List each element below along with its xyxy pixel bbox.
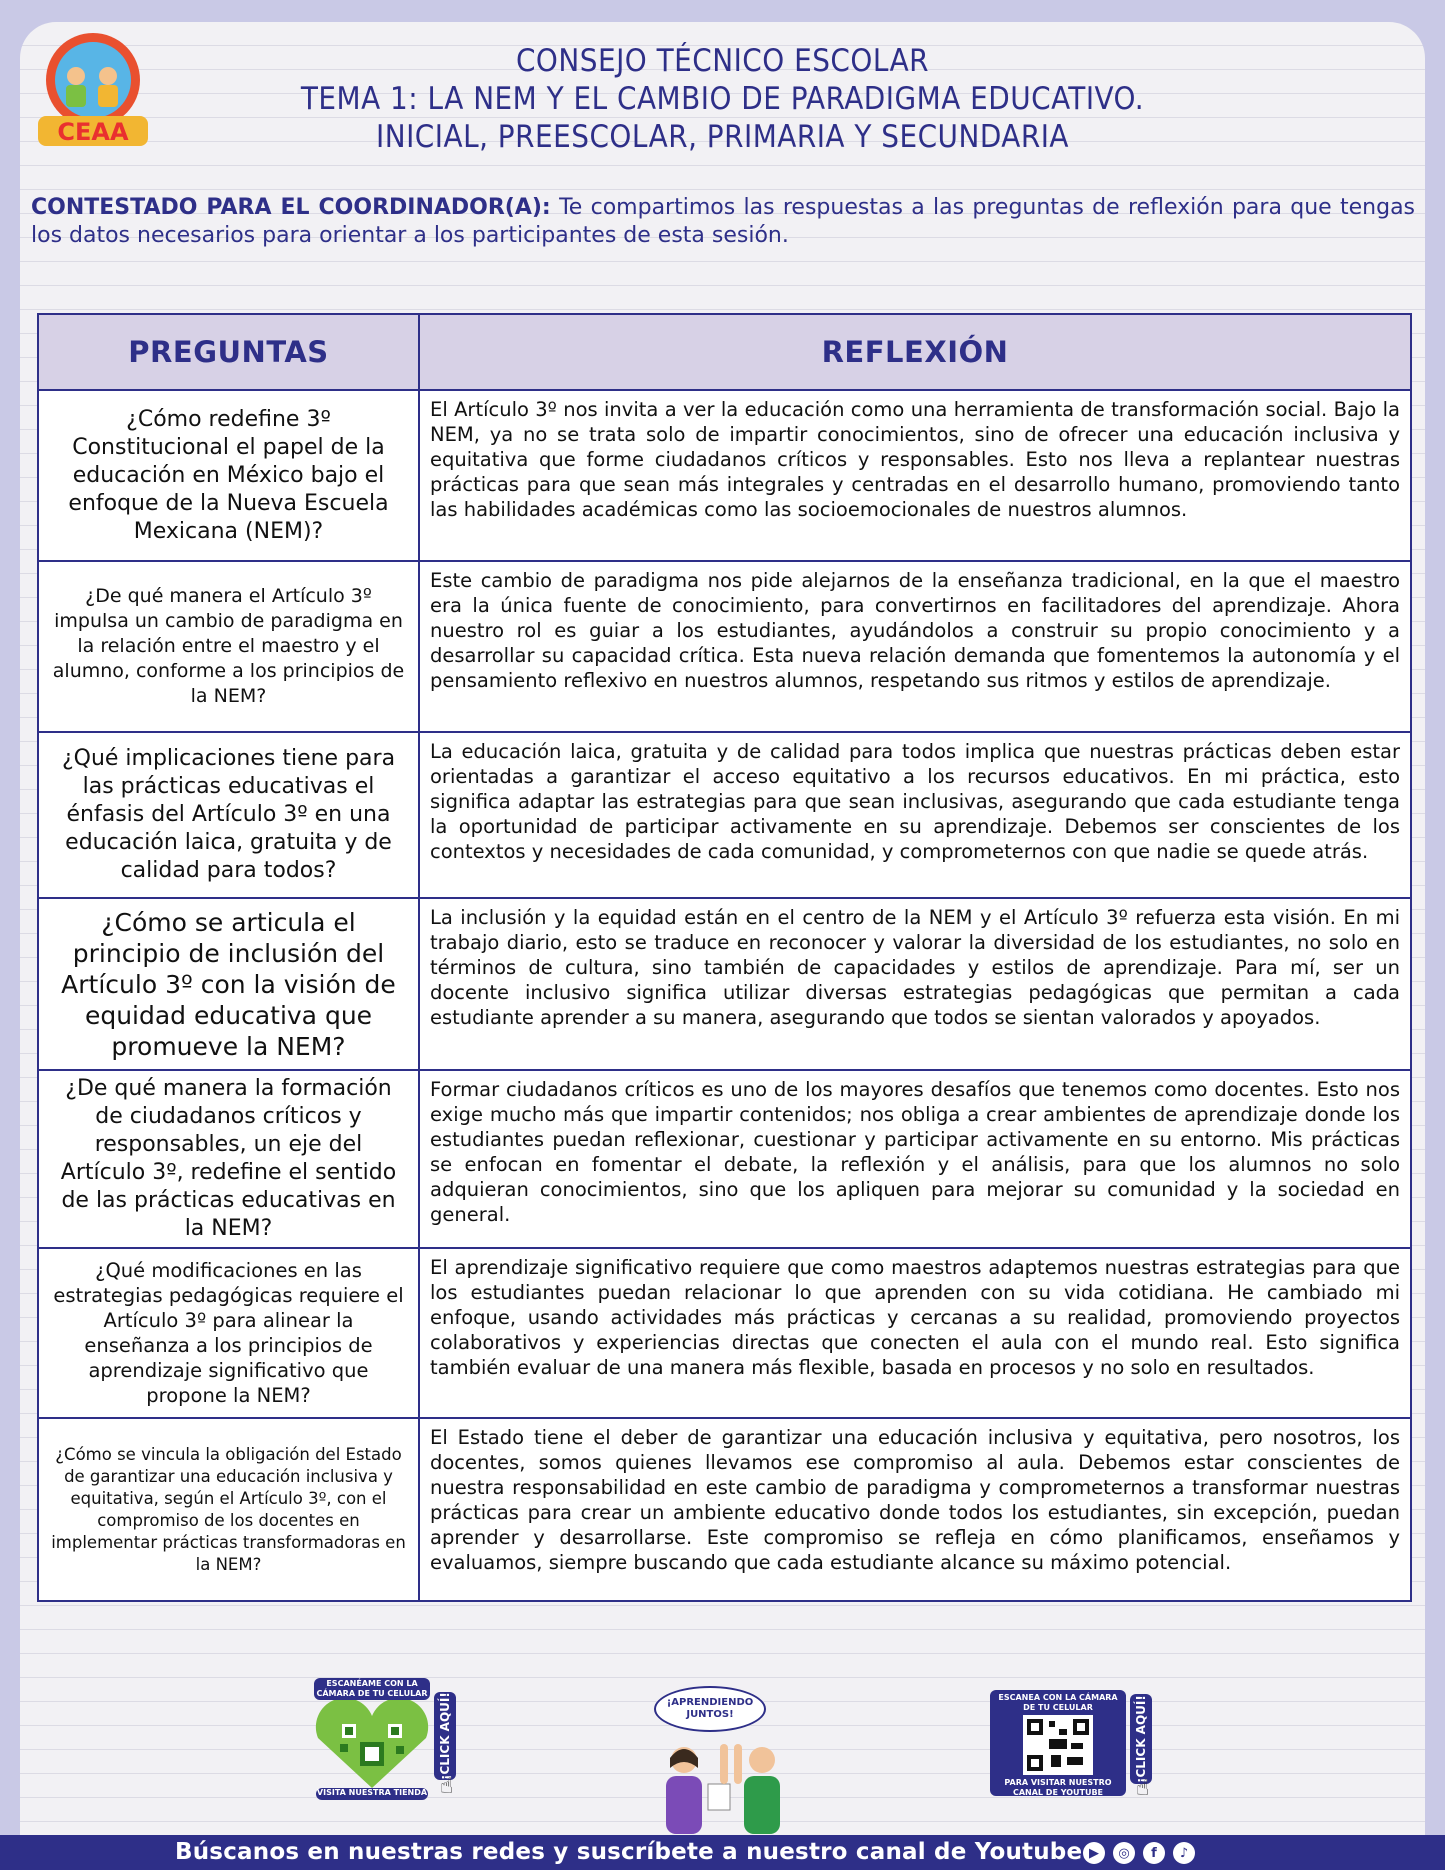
reflection-cell: El aprendizaje significativo requiere que como maestros adaptemos nuestras estrategias para que los estudiantes puedan relacionar lo que aprenden con su vida cotidiana. He cambiado mi enfoque, usando actividades más prácticas y cercanas a su realidad, promoviendo proyectos colaborativos y experiencias directas que conecten el aula con el mundo real. Esto significa también evaluar de una manera más flexible, basada en procesos y no solo en resultados. — [419, 1248, 1411, 1418]
question-cell: ¿Cómo se vincula la obligación del Estado de garantizar una educación inclusiva y equitativa, según el Artículo 3º, con el compromiso de los docentes en implementar prácticas transformadoras en la NEM? — [38, 1418, 419, 1601]
store-qr-bottom-label: VISITA NUESTRA TIENDA — [316, 1788, 428, 1800]
question-cell: ¿Qué modificaciones en las estrategias pedagógicas requiere el Artículo 3º para alinear la enseñanza a los principios de aprendizaje significativo que propone la NEM? — [38, 1248, 419, 1418]
table-row — [38, 898, 1411, 1070]
facebook-icon[interactable]: f — [1143, 1842, 1165, 1864]
intro-paragraph — [31, 194, 1415, 250]
header-questions: PREGUNTAS — [38, 314, 419, 390]
page-title — [160, 42, 1285, 156]
reflection-cell: La educación laica, gratuita y de calidad para todos implica que nuestras prácticas deben estar orientadas a garantizar el acceso equitativo a los recursos educativos. En mi práctica, esto significa adaptar las estrategias para que sean inclusivas, asegurando que cada estudiante tenga la oportunidad de participar activamente en su aprendizaje. Debemos ser conscientes de los contextos y necesidades de cada comunidad, y comprometernos con que nadie se quede atrás. — [419, 732, 1411, 898]
instagram-icon[interactable]: ◎ — [1113, 1842, 1135, 1864]
speech-bubble — [654, 1686, 766, 1732]
question-cell: ¿Qué implicaciones tiene para las prácticas educativas el énfasis del Artículo 3º en una educación laica, gratuita y de calidad para todos? — [38, 732, 419, 898]
question-cell: ¿De qué manera el Artículo 3º impulsa un cambio de paradigma en la relación entre el maestro y el alumno, conforme a los principios de la NEM? — [38, 561, 419, 732]
question-cell: ¿De qué manera la formación de ciudadanos críticos y responsables, un eje del Artículo 3º, redefine el sentido de las prácticas educativas en la NEM? — [38, 1070, 419, 1248]
pointer-hand-icon: ☝ — [440, 1774, 454, 1799]
heart-qr-icon — [310, 1700, 434, 1790]
youtube-qr-card — [990, 1690, 1126, 1796]
title-line-2: TEMA 1: LA NEM Y EL CAMBIO DE PARADIGMA EDUCATIVO. — [300, 81, 1145, 117]
store-click-button[interactable]: ¡CLICK AQUÍ! — [434, 1692, 456, 1780]
ceaa-logo[interactable] — [28, 30, 158, 148]
youtube-qr-promo[interactable] — [990, 1690, 1162, 1802]
questions-table — [37, 313, 1412, 1602]
table-row — [38, 1418, 1411, 1601]
youtube-qr-bottom-label: PARA VISITAR NUESTRO CANAL DE YOUTUBE — [1004, 1778, 1112, 1797]
reflection-cell: La inclusión y la equidad están en el centro de la NEM y el Artículo 3º refuerza esta visión. En mi trabajo diario, esto se traduce en reconocer y valorar la diversidad de los estudiantes, no solo en términos de cultura, sino también de capacidades y estilos de aprendizaje. Para mí, ser un docente inclusivo significa utilizar diversas estrategias pedagógicas que permitan a cada estudiante aprender a su manera, asegurando que todos se sientan valorados y apoyados. — [419, 898, 1411, 1070]
reflection-cell: El Artículo 3º nos invita a ver la educación como una herramienta de transformación social. Bajo la NEM, ya no se trata solo de impartir conocimientos, sino de ofrecer una educación inclusiva y equitativa que forme ciudadanos críticos y responsables. Esto nos lleva a replantear nuestras prácticas para que sean más integrales y centradas en el desarrollo humano, promoviendo tanto las habilidades académicas como las socioemocionales de nuestros alumnos. — [419, 390, 1411, 561]
header-reflection: REFLEXIÓN — [419, 314, 1411, 390]
question-cell: ¿Cómo redefine 3º Constitucional el papel de la educación en México bajo el enfoque de la Nueva Escuela Mexicana (NEM)? — [38, 390, 419, 561]
youtube-icon[interactable]: ▶ — [1083, 1842, 1105, 1864]
question-cell: ¿Cómo se articula el principio de inclusión del Artículo 3º con la visión de equidad educativa que promueve la NEM? — [38, 898, 419, 1070]
footer-bar — [0, 1835, 1445, 1870]
pointer-hand-icon: ☝ — [1136, 1776, 1150, 1801]
table-row — [38, 390, 1411, 561]
mascot-promo — [650, 1684, 800, 1834]
intro-text: Te compartimos las respuestas a las preguntas de reflexión para que tengas los datos necesarios para orientar a los participantes de esta sesión. — [31, 195, 1416, 248]
speech-bubble-text: ¡APRENDIENDO JUNTOS! — [666, 1697, 754, 1720]
table-row — [38, 561, 1411, 732]
reflection-cell: El Estado tiene el deber de garantizar una educación inclusiva y equitativa, pero nosotros, los docentes, somos quienes llevamos ese compromiso al aula. Debemos estar conscientes de nuestra responsabilidad en este cambio de paradigma y comprometernos a transformar nuestras prácticas para crear un ambiente educativo donde todos los estudiantes, sin excepción, puedan aprender y desarrollarse. Este compromiso se refleja en cómo planificamos, enseñamos y evaluamos, siempre buscando que cada estudiante alcance su máximo potencial. — [419, 1418, 1411, 1601]
intro-label: CONTESTADO PARA EL COORDINADOR(A): — [31, 195, 551, 220]
table-header-row — [38, 314, 1411, 390]
tiktok-icon[interactable]: ♪ — [1173, 1842, 1195, 1864]
reflection-cell: Formar ciudadanos críticos es uno de los mayores desafíos que tenemos como docentes. Esto nos exige mucho más que impartir contenidos; nos obliga a crear ambientes de aprendizaje donde los estudiantes puedan reflexionar, cuestionar y participar activamente en su entorno. Mis prácticas se enfocan en fomentar el debate, la reflexión y el análisis, para que los alumnos no solo adquieran conocimientos, sino que los apliquen para mejorar su comunidad y la sociedad en general. — [419, 1070, 1411, 1248]
reflection-cell: Este cambio de paradigma nos pide alejarnos de la enseñanza tradicional, en la que el maestro era la única fuente de conocimiento, para convertirnos en facilitadores del aprendizaje. Ahora nuestro rol es guiar a los estudiantes, ayudándolos a construir su propio conocimiento y a desarrollar su capacidad crítica. Esta nueva relación demanda que fomentemos la autonomía y el pensamiento reflexivo en nuestros alumnos, respetando sus ritmos y estilos de aprendizaje. — [419, 561, 1411, 732]
qr-code-icon — [1023, 1715, 1093, 1775]
table-row — [38, 732, 1411, 898]
title-line-1: CONSEJO TÉCNICO ESCOLAR — [515, 43, 930, 79]
teachers-illustration — [650, 1734, 800, 1834]
table-row — [38, 1070, 1411, 1248]
table-row — [38, 1248, 1411, 1418]
youtube-click-button[interactable]: ¡CLICK AQUÍ! — [1130, 1694, 1152, 1784]
youtube-qr-top-label: ESCANEA CON LA CÁMARA DE TU CELULAR — [998, 1693, 1118, 1712]
store-qr-top-label: ESCANÉAME CON LA CÁMARA DE TU CELULAR — [314, 1678, 430, 1700]
svg-text:CEAA: CEAA — [57, 118, 129, 146]
store-qr-promo[interactable] — [306, 1678, 466, 1800]
footer-text: Búscanos en nuestras redes y suscríbete a nuestro canal de Youtube — [175, 1839, 1083, 1865]
title-line-3: INICIAL, PREESCOLAR, PRIMARIA Y SECUNDARIA — [376, 119, 1069, 155]
